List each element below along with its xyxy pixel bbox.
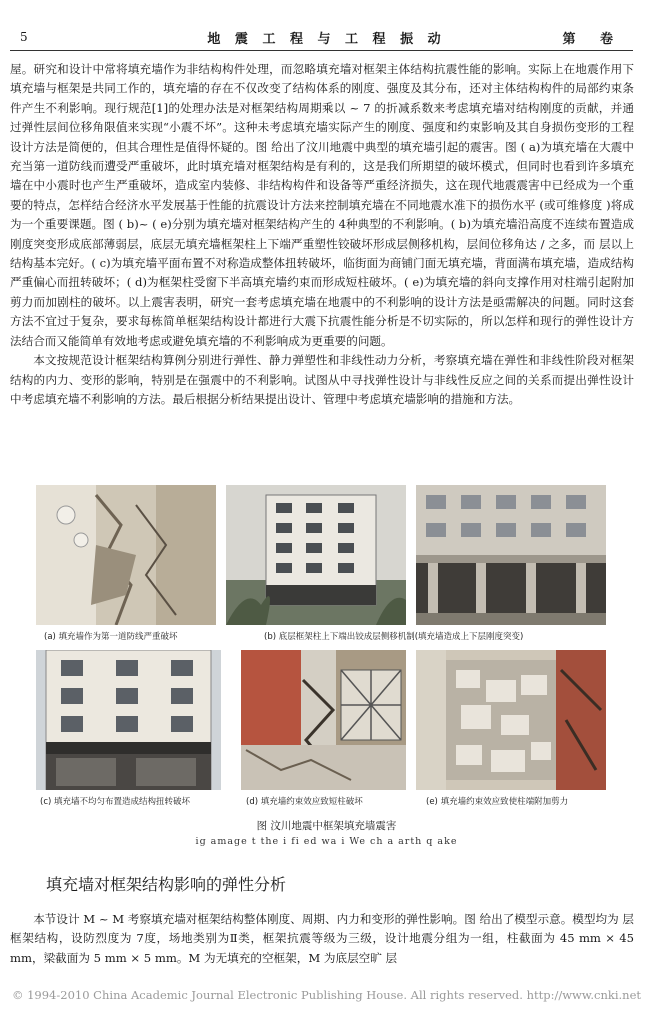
- caption-b: (b) 底层框架柱上下端出铰成层侧移机制(填充墙造成上下层刚度突变): [264, 632, 524, 642]
- photo-c-shop-building: [36, 650, 221, 790]
- figure-1: [36, 485, 606, 805]
- photo-a-wall-damage: [36, 485, 216, 625]
- volume-label: 第 卷: [562, 32, 623, 47]
- paragraph-2: 本文按规范设计框架结构算例分别进行弹性、静力弹塑性和非线性动力分析，考察填充墙在弹性和非线性阶段对框架结构的内力、变形的影响，特别是在强震中的不利影响。试图从中寻找弹性设计与非线性反应之间的关系而提出弹性设计中考虑填充墙不利影响的方法。最后根据分析结果提出设计、管理中考虑填充墙影响的措施和方法。: [10, 353, 634, 406]
- section-paragraph: 本节设计 M ~ M 考察填充墙对框架结构整体刚度、周期、内力和变形的弹性影响。图 给出了模型示意。模型均为 层框架结构，设防烈度为 7度，场地类别为Ⅱ类，框架抗震等级为三级，设计地震分组为一组，柱截面为 45 mm × 45 mm，梁截面为 5 mm × 5 mm。M 为无填充的空框架，M 为底层空旷 层: [10, 912, 634, 965]
- figure-title-english: ig amage t the i fi ed wa i We ch a arth q ake: [195, 836, 458, 847]
- figure-title: 图 汶川地震中框架填充墙震害: [256, 820, 397, 832]
- section-body: [10, 910, 634, 968]
- caption-d: (d) 填充墙约束效应致短柱破坏: [246, 797, 363, 807]
- copyright-footer: © 1994-2010 China Academic Journal Electronic Publishing House. All rights reserved. http://www.cnki.net: [11, 988, 642, 1002]
- caption-e: (e) 填充墙约束效应致使柱端附加剪力: [426, 797, 569, 807]
- photo-b-ground-floor: [416, 485, 606, 625]
- photo-b-building: [226, 485, 406, 625]
- photo-e-column-shear: [416, 650, 606, 790]
- photo-d-short-column: [241, 650, 406, 790]
- paragraph-1: 屋。研究和设计中常将填充墙作为非结构构件处理，而忽略填充墙对框架主体结构抗震性能的影响。实际上在地震作用下填充墙与框架是共同工作的，填充墙的存在不仅改变了结构体系的刚度、强度及其分布，还对主体结构构件的局部约束条件产生不利影响。现行规范[1]的处理办法是对框架结构周期乘以 ~ 7 的折减系数来考虑填充墙对结构刚度的贡献，并通过弹性层间位移角限值来实现“小震不坏”。这种未考虑填充墙实际产生的刚度、强度和约束影响及其自身损伤变形的工程设计方法是简便的，但其合理性是值得怀疑的。图 给出了汶川地震中典型的填充墙引起的震害。图 ( a)为填充墙在大震中充当第一道防线而遭受严重破坏，此时填充墙对框架结构是有利的，这是我们所期望的破坏模式，但同时也看到许多填充墙在中小震时也产生严重破坏，造成室内装修、非结构构件和设备等严重经济损失，这在现代地震震害中已经成为一个重要的特点，怎样结合经济水平发展基于性能的抗震设计方法来控制填充墙在不同地震水准下的损伤水平 (或可维修度 )将成为一个重要课题。图 ( b)~ ( e)分别为填充墙对框架结构产生的 4种典型的不利影响。( b)为填充墙沿高度不连续布置造成刚度突变形成底部薄弱层，底层无填充墙框架柱上下端严重塑性铰破坏形成层侧移机构，层间位移角达 / 之多，而 层以上结构基本完好。( c)为填充墙平面布置不对称造成整体扭转破坏，临街面为商铺门面无填充墙，背面满布填充墙，造成结构严重偏心而扭转破坏；( d)为框架柱受窗下半高填充墙约束而形成短柱破坏。( e)为填充墙的斜向支撑作用对柱端引起附加剪力而加剧柱的破坏。以上震害表明，研究一套考虑填充墙在地震中的不利影响的设计方法是亟需解决的问题。同时这套方法不宜过于复杂，要求每栋简单框架结构设计都进行大震下抗震性能分析是不切实际的，所以怎样和现行的弹性设计方法结合而又能简单有效地考虑或避免填充墙的不利影响成为更重要的问题。: [10, 62, 634, 348]
- caption-a: (a) 填充墙作为第一道防线严重破坏: [44, 632, 178, 642]
- body-text: [10, 60, 634, 409]
- header-rule: [10, 50, 633, 51]
- page-number: 5: [20, 30, 28, 44]
- section-title: 填充墙对框架结构影响的弹性分析: [46, 875, 287, 894]
- caption-c: (c) 填充墙不均匀布置造成结构扭转破坏: [40, 797, 191, 807]
- journal-title: 地 震 工 程 与 工 程 振 动: [207, 32, 446, 47]
- page-header: [0, 0, 653, 50]
